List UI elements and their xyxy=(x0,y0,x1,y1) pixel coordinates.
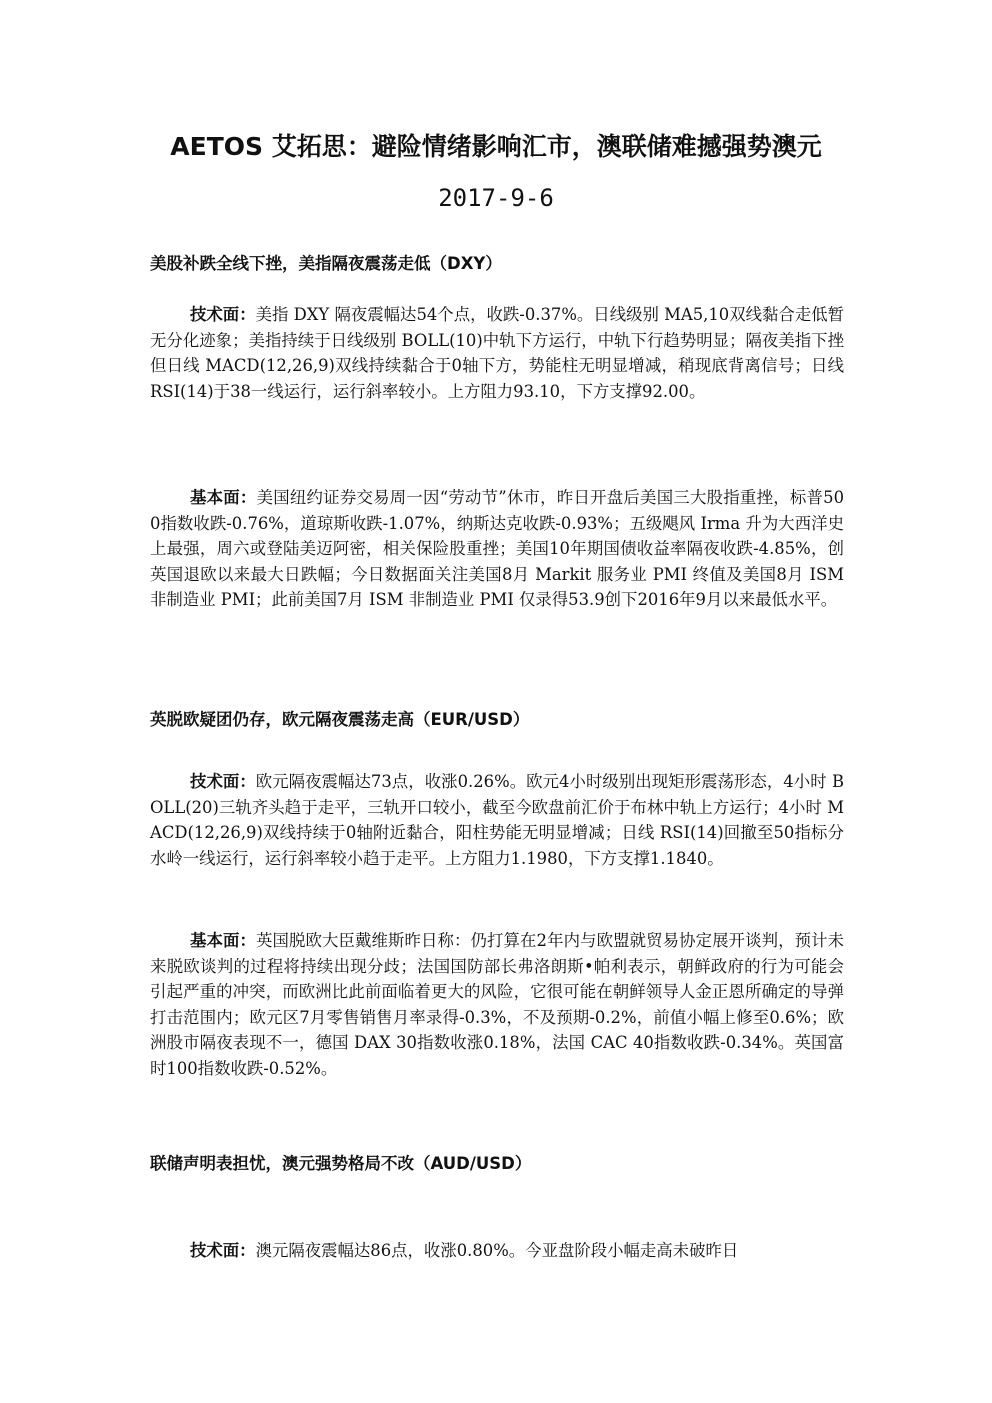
paragraph-label: 技术面： xyxy=(190,1241,256,1260)
paragraph-text: 欧元隔夜震幅达73点，收涨0.26%。欧元4小时级别出现矩形震荡形态，4小时 BOLL(20)三轨齐头趋于走平，三轨开口较小，截至今欧盘前汇价于布林中轨上方运行；4小时 MACD(12,26,9)双线持续于0轴附近黏合，阳柱势能无明显增减；日线 RSI(14)回撤至50指标分水岭一线运行，运行斜率较小趋于走平。上方阻力1.1980，下方支撑1.1840。 xyxy=(150,772,844,868)
paragraph-text: 美国纽约证券交易周一因“劳动节”休市，昨日开盘后美国三大股指重挫，标普500指数收跌-0.76%，道琼斯收跌-1.07%，纳斯达克收跌-0.93%；五级飓风 Irma 升为大西洋史上最强，周六或登陆美迈阿密，相关保险股重挫；美国10年期国债收益率隔夜收跌-4.85%，创英国退欧以来最大日跌幅；今日数据面关注美国8月 Markit 服务业 PMI 终值及美国8月 ISM 非制造业 PMI；此前美国7月 ISM 非制造业 PMI 仅录得53.9创下2016年9月以来最低水平。 xyxy=(150,488,845,610)
paragraph-label: 技术面： xyxy=(190,305,256,324)
section-heading-eurusd: 英脱欧疑团仍存，欧元隔夜震荡走高（EUR/USD） xyxy=(150,710,530,729)
paragraph-audusd-technical xyxy=(150,1238,844,1264)
paragraph-text: 英国脱欧大臣戴维斯昨日称：仍打算在2年内与欧盟就贸易协定展开谈判，预计未来脱欧谈判的过程将持续出现分歧；法国国防部长弗洛朗斯•帕利表示，朝鲜政府的行为可能会引起严重的冲突，而欧洲比此前面临着更大的风险，它很可能在朝鲜领导人金正恩所确定的导弹打击范围内；欧元区7月零售销售月率录得-0.3%，不及预期-0.2%，前值小幅上修至0.6%；欧洲股市隔夜表现不一，德国 DAX 30指数收涨0.18%，法国 CAC 40指数收跌-0.34%。英国富时100指数收跌-0.52%。 xyxy=(150,931,844,1078)
paragraph-dxy-fundamental xyxy=(150,485,844,613)
paragraph-text: 澳元隔夜震幅达86点，收涨0.80%。今亚盘阶段小幅走高未破昨日 xyxy=(255,1241,739,1260)
section-heading-audusd: 联储声明表担忧，澳元强势格局不改（AUD/USD） xyxy=(150,1154,532,1173)
paragraph-eurusd-technical xyxy=(150,769,844,871)
section-heading-dxy: 美股补跌全线下挫，美指隔夜震荡走低（DXY） xyxy=(150,254,502,273)
paragraph-text: 美指 DXY 隔夜震幅达54个点，收跌-0.37%。日线级别 MA5,10双线黏合走低暂无分化迹象；美指持续于日线级别 BOLL(10)中轨下方运行，中轨下行趋势明显；隔夜美指下挫但日线 MACD(12,26,9)双线持续黏合于0轴下方，势能柱无明显增减，稍现底背离信号；日线 RSI(14)于38一线运行，运行斜率较小。上方阻力93.10，下方支撑92.00。 xyxy=(150,305,844,401)
paragraph-dxy-technical xyxy=(150,302,844,404)
paragraph-label: 技术面： xyxy=(190,772,256,791)
paragraph-label: 基本面： xyxy=(190,488,257,507)
document-title: AETOS 艾拓思：避险情绪影响汇市，澳联储难撼强势澳元 xyxy=(170,132,822,161)
paragraph-eurusd-fundamental xyxy=(150,928,844,1082)
document-date: 2017-9-6 xyxy=(438,184,554,212)
paragraph-label: 基本面： xyxy=(190,931,257,950)
